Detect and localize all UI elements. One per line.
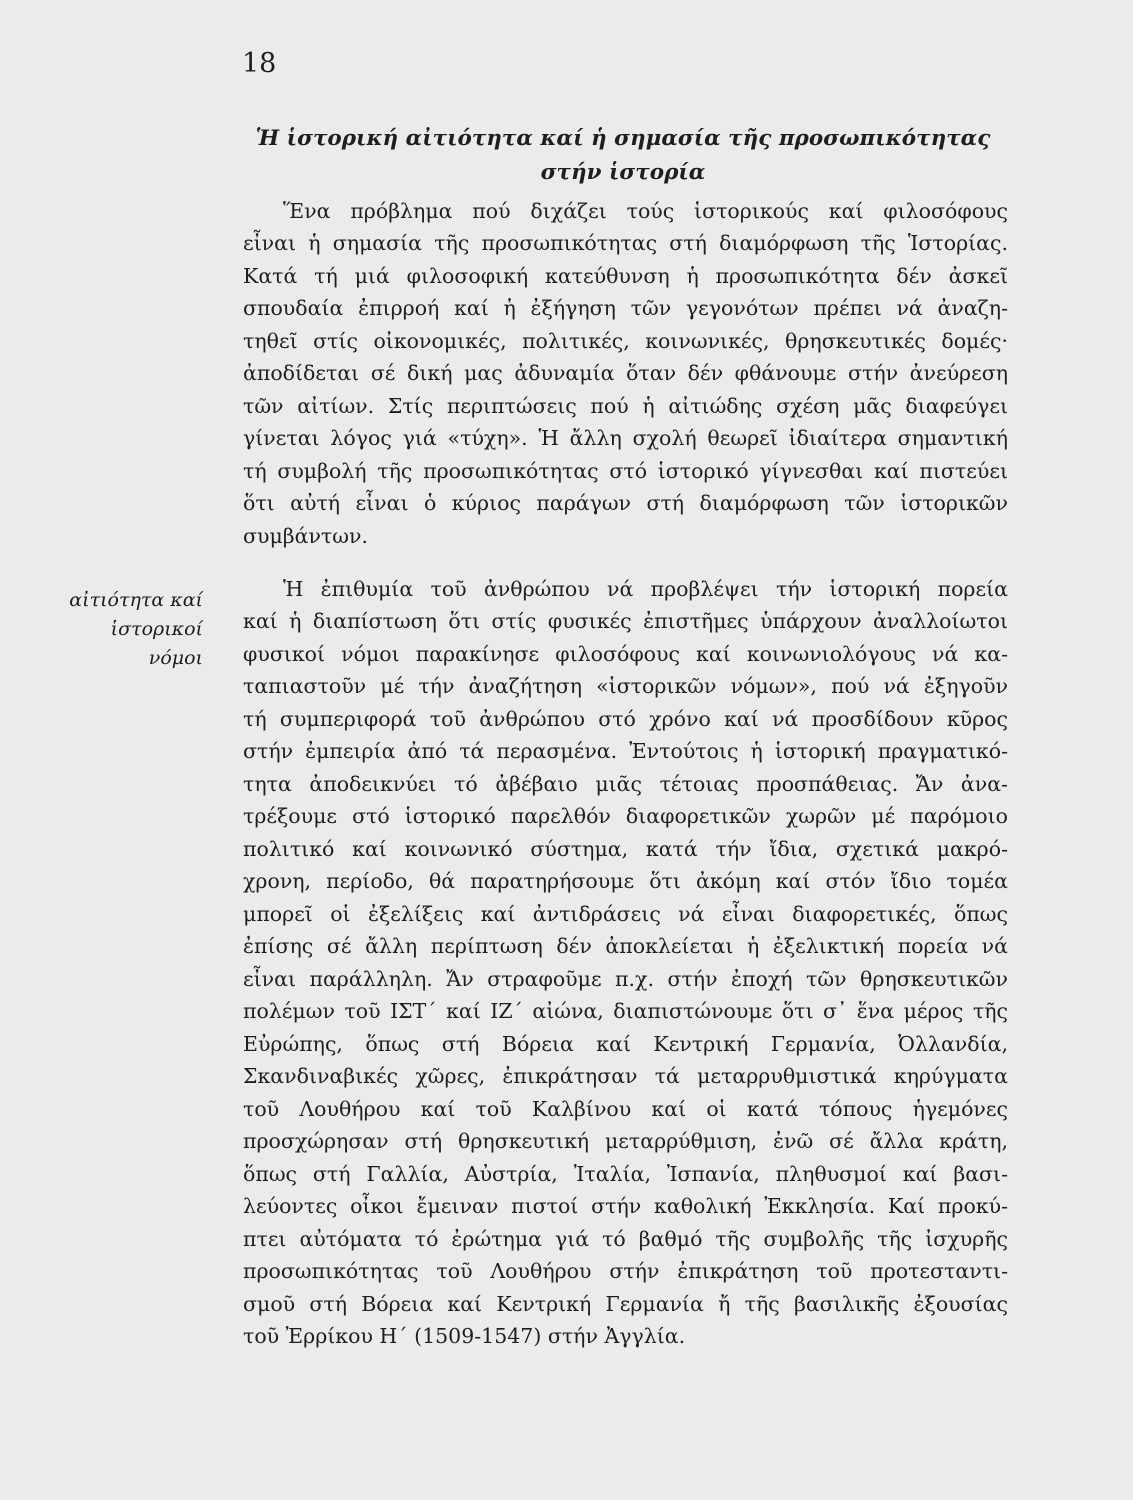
body-line: προσωπικότητας τοῦ Λουθήρου στήν ἐπικράτηση τοῦ προτεσταντι-	[243, 1259, 1008, 1283]
body-line: γίνεται λόγος γιά «τύχη». Ἡ ἄλλη σχολή θεωρεῖ ἰδιαίτερα σημαντική	[243, 426, 1008, 450]
section-title-line: στήν ἱστορία	[540, 160, 706, 185]
margin-note-line: νόμοι	[148, 647, 203, 669]
body-line: ἐπίσης σέ ἄλλη περίπτωση δέν ἀποκλείεται ἡ ἐξελικτική πορεία νά	[243, 934, 1008, 958]
body-line: τή συμβολή τῆς προσωπικότητας στό ἱστορικό γίγνεσθαι καί πιστεύει	[243, 459, 1008, 483]
body-line: Κατά τή μιά φιλοσοφική κατεύθυνση ἡ προσωπικότητα δέν ἀσκεῖ	[243, 264, 1008, 288]
section-title-line: Ἡ ἱστορική αἰτιότητα καί ἡ σημασία τῆς προσωπικότητας	[255, 126, 991, 151]
body-line: τητα ἀποδεικνύει τό ἀβέβαιο μιᾶς τέτοιας προσπάθειας. Ἄν ἀνα-	[243, 772, 1008, 796]
page-number: 18	[242, 48, 277, 79]
body-line: στήν ἐμπειρία ἀπό τά περασμένα. Ἐντούτοις ἡ ἱστορική πραγματικό-	[243, 739, 1008, 763]
margin-note-line: ἱστορικοί	[110, 618, 203, 640]
body-line: σμοῦ στή Βόρεια καί Κεντρική Γερμανία ἤ τῆς βασιλικῆς ἐξουσίας	[243, 1292, 1008, 1316]
body-line: Ἕνα πρόβλημα πού διχάζει τούς ἱστορικούς καί φιλοσόφους	[283, 199, 1008, 223]
body-line: φυσικοί νόμοι παρακίνησε φιλοσόφους καί κοινωνιολόγους νά κα-	[243, 642, 1008, 666]
body-line: Ἡ ἐπιθυμία τοῦ ἀνθρώπου νά προβλέψει τήν ἱστορική πορεία	[283, 577, 1008, 601]
body-line: τοῦ Λουθήρου καί τοῦ Καλβίνου καί οἱ κατά τόπους ἡγεμόνες	[243, 1097, 1008, 1121]
body-line: μπορεῖ οἱ ἐξελίξεις καί ἀντιδράσεις νά εἶναι διαφορετικές, ὅπως	[243, 902, 1008, 926]
body-line: τή συμπεριφορά τοῦ ἀνθρώπου στό χρόνο καί νά προσδίδουν κῦρος	[243, 707, 1008, 731]
body-line: συμβάντων.	[243, 524, 368, 548]
section-title	[228, 122, 1018, 190]
body-line: καί ἡ διαπίστωση ὅτι στίς φυσικές ἐπιστῆμες ὑπάρχουν ἀναλλοίωτοι	[243, 609, 1008, 633]
body-line: τηθεῖ στίς οἰκονομικές, πολιτικές, κοινωνικές, θρησκευτικές δομές·	[243, 329, 1008, 353]
body-line: ὅτι αὐτή εἶναι ὁ κύριος παράγων στή διαμόρφωση τῶν ἱστορικῶν	[243, 491, 1008, 515]
body-line: πολέμων τοῦ ΙΣΤ΄ καί ΙΖ΄ αἰώνα, διαπιστώνουμε ὅτι σ᾽ ἕνα μέρος τῆς	[243, 999, 1008, 1023]
body-line: ὅπως στή Γαλλία, Αὐστρία, Ἰταλία, Ἰσπανία, πληθυσμοί καί βασι-	[243, 1162, 1008, 1186]
body-line: Εὐρώπης, ὅπως στή Βόρεια καί Κεντρική Γερμανία, Ὀλλανδία,	[243, 1032, 1008, 1056]
body-line: σπουδαία ἐπιρροή καί ἡ ἐξήγηση τῶν γεγονότων πρέπει νά ἀναζη-	[243, 296, 1008, 320]
margin-note-line: αἰτιότητα καί	[69, 589, 203, 611]
body-line: ἀποδίδεται σέ δική μας ἀδυναμία ὅταν δέν φθάνουμε στήν ἀνεύρεση	[243, 361, 1008, 385]
body-line: Σκανδιναβικές χῶρες, ἐπικράτησαν τά μεταρρυθμιστικά κηρύγματα	[243, 1064, 1008, 1088]
body-line: πτει αὐτόματα τό ἐρώτημα γιά τό βαθμό τῆς συμβολῆς τῆς ἰσχυρῆς	[243, 1227, 1008, 1251]
body-line: χρονη, περίοδο, θά παρατηρήσουμε ὅτι ἀκόμη καί στόν ἴδιο τομέα	[243, 869, 1008, 893]
body-line: τῶν αἰτίων. Στίς περιπτώσεις πού ἡ αἰτιώδης σχέση μᾶς διαφεύγει	[243, 394, 1008, 418]
body-line: λεύοντες οἶκοι ἔμειναν πιστοί στήν καθολική Ἐκκλησία. Καί προκύ-	[243, 1194, 1008, 1218]
margin-note	[40, 586, 203, 673]
body-line: εἶναι ἡ σημασία τῆς προσωπικότητας στή διαμόρφωση τῆς Ἱστορίας.	[243, 231, 1008, 255]
body-line: πολιτικό καί κοινωνικό σύστημα, κατά τήν ἴδια, σχετικά μακρό-	[243, 837, 1008, 861]
body-line: προσχώρησαν στή θρησκευτική μεταρρύθμιση, ἐνῶ σέ ἄλλα κράτη,	[243, 1129, 1008, 1153]
body-line: τοῦ Ἐρρίκου Η΄ (1509-1547) στήν Ἀγγλία.	[243, 1324, 686, 1348]
body-line: ταπιαστοῦν μέ τήν ἀναζήτηση «ἱστορικῶν νόμων», πού νά ἐξηγοῦν	[243, 674, 1008, 698]
body-line: τρέξουμε στό ἱστορικό παρελθόν διαφορετικῶν χωρῶν μέ παρόμοιο	[243, 804, 1008, 828]
body-line: εἶναι παράλληλη. Ἄν στραφοῦμε π.χ. στήν ἐποχή τῶν θρησκευτικῶν	[243, 967, 1008, 991]
